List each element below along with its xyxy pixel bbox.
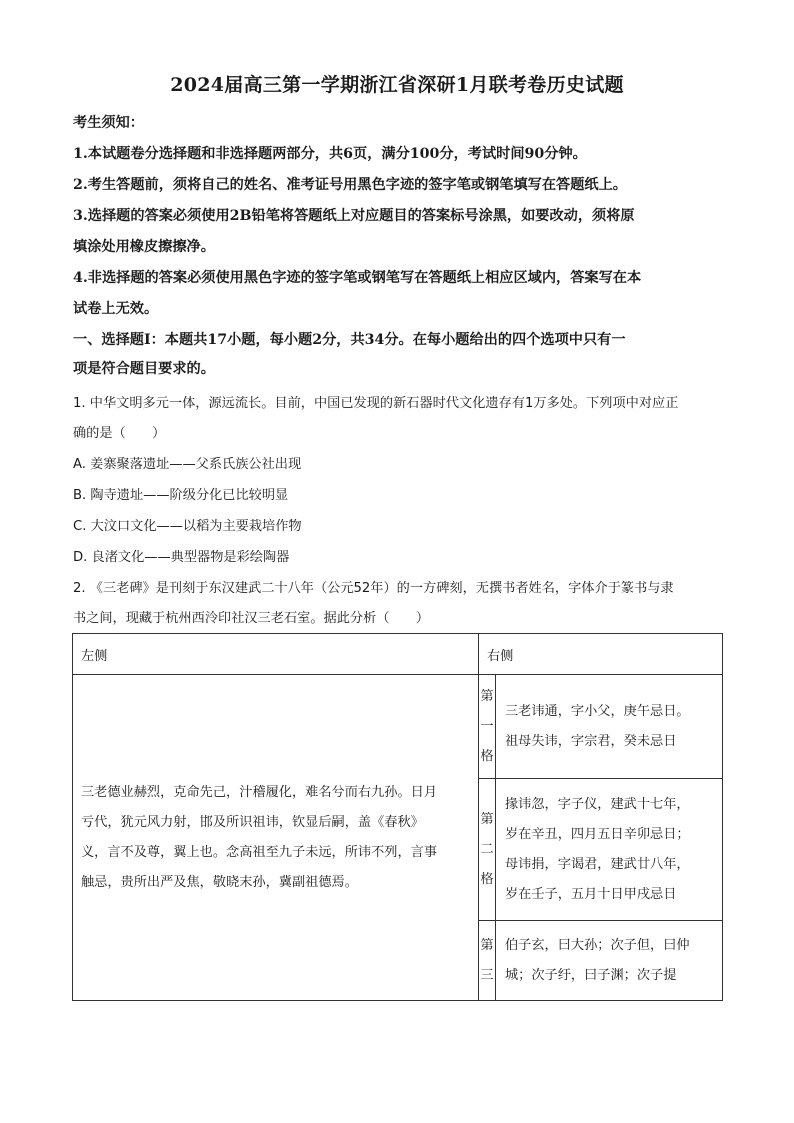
row-label-2	[479, 779, 496, 921]
notice-item: 填涂处用橡皮擦擦净。	[73, 239, 215, 255]
section-heading: 一、选择题Ⅰ：本题共17小题，每小题2分，共34分。在每小题给出的四个选项中只有一	[73, 332, 626, 348]
section-heading-cont: 项是符合题目要求的。	[73, 361, 215, 377]
notice-item: 4.非选择题的答案必须使用黑色字迹的签字笔或钢笔写在答题纸上相应区域内，答案写在本	[73, 270, 642, 286]
question-2-stem: 2. 《三老碑》是刊刻于东汉建武二十八年（公元52年）的一方碑刻，无撰书者姓名，字体介于篆书与隶	[73, 581, 674, 596]
label-char: 三	[480, 967, 494, 983]
label-char: 一	[480, 718, 494, 734]
notice-item: 3.选择题的答案必须使用2B铅笔将答题纸上对应题目的答案标号涂黑，如要改动，须将原	[73, 208, 635, 224]
label-char: 格	[480, 748, 494, 764]
cell-line: 祖母失讳，字宗君，癸未忌日	[505, 733, 677, 749]
row-label-3	[479, 921, 496, 1001]
row-content-2	[496, 779, 723, 921]
option-d: D. 良渚文化——典型器物是彩绘陶器	[73, 550, 290, 565]
cell-line: 岁在壬子，五月十日甲戌忌日	[505, 886, 677, 902]
table-header-left: 左侧	[73, 634, 479, 675]
left-text-line: 亏代，犹元风力射，邯及所识祖讳，钦显后嗣，盖《春秋》	[81, 814, 424, 830]
left-text-line: 三老德业赫烈，克命先己，汁稽履化，难名兮而右九孙。日月	[81, 784, 438, 800]
page-title: 2024届高三第一学期浙江省深研1月联考卷历史试题	[170, 74, 624, 96]
row-content-3	[496, 921, 723, 1001]
cell-line: 城；次子纡，曰子渊；次子提	[505, 967, 677, 983]
cell-line: 母讳捐，字谒君，建武廿八年，	[505, 856, 690, 872]
cell-line: 伯子玄，曰大孙；次子但，曰仲	[505, 937, 690, 953]
option-c: C. 大汶口文化——以稻为主要栽培作物	[73, 519, 302, 534]
row-label-1	[479, 675, 496, 779]
cell-line: 三老讳通，字小父，庚午忌日。	[505, 703, 690, 719]
inscription-table	[72, 633, 723, 1001]
notice-heading: 考生须知：	[73, 115, 144, 131]
option-a: A. 姜寨聚落遗址——父系氏族公社出现	[73, 457, 302, 472]
label-char: 二	[480, 841, 494, 857]
question-1-stem-cont: 确的是（ ）	[73, 426, 166, 441]
label-char: 第	[480, 811, 494, 827]
question-1-stem: 1. 中华文明多元一体，源远流长。目前，中国已发现的新石器时代文化遗存有1万多处。下列项中对应正	[73, 396, 679, 411]
cell-line: 岁在辛丑，四月五日辛卯忌日；	[505, 826, 690, 842]
notice-item: 1.本试题卷分选择题和非选择题两部分，共6页，满分100分，考试时间90分钟。	[73, 146, 587, 162]
label-char: 第	[480, 937, 494, 953]
left-text-line: 义，言不及尊，翼上也。念高祖至九子未远，所讳不列，言事	[81, 844, 438, 860]
left-text-line: 触忌，贵所出严及焦，敬晓末孙，冀副祖德焉。	[81, 874, 358, 890]
question-2-stem-cont: 书之间，现藏于杭州西泠印社汉三老石室。据此分析（ ）	[73, 611, 430, 626]
option-b: B. 陶寺遗址——阶级分化已比较明显	[73, 488, 289, 503]
notice-item: 试卷上无效。	[73, 301, 159, 317]
label-char: 第	[480, 688, 494, 704]
cell-line: 掾讳忽，字子仪，建武十七年，	[505, 796, 690, 812]
row-content-1	[496, 675, 723, 779]
label-char: 格	[480, 871, 494, 887]
notice-item: 2.考生答题前，须将自己的姓名、准考证号用黑色字迹的签字笔或钢笔填写在答题纸上。	[73, 177, 627, 193]
table-header-right: 右侧	[479, 634, 723, 675]
left-inscription-text	[73, 675, 479, 1001]
